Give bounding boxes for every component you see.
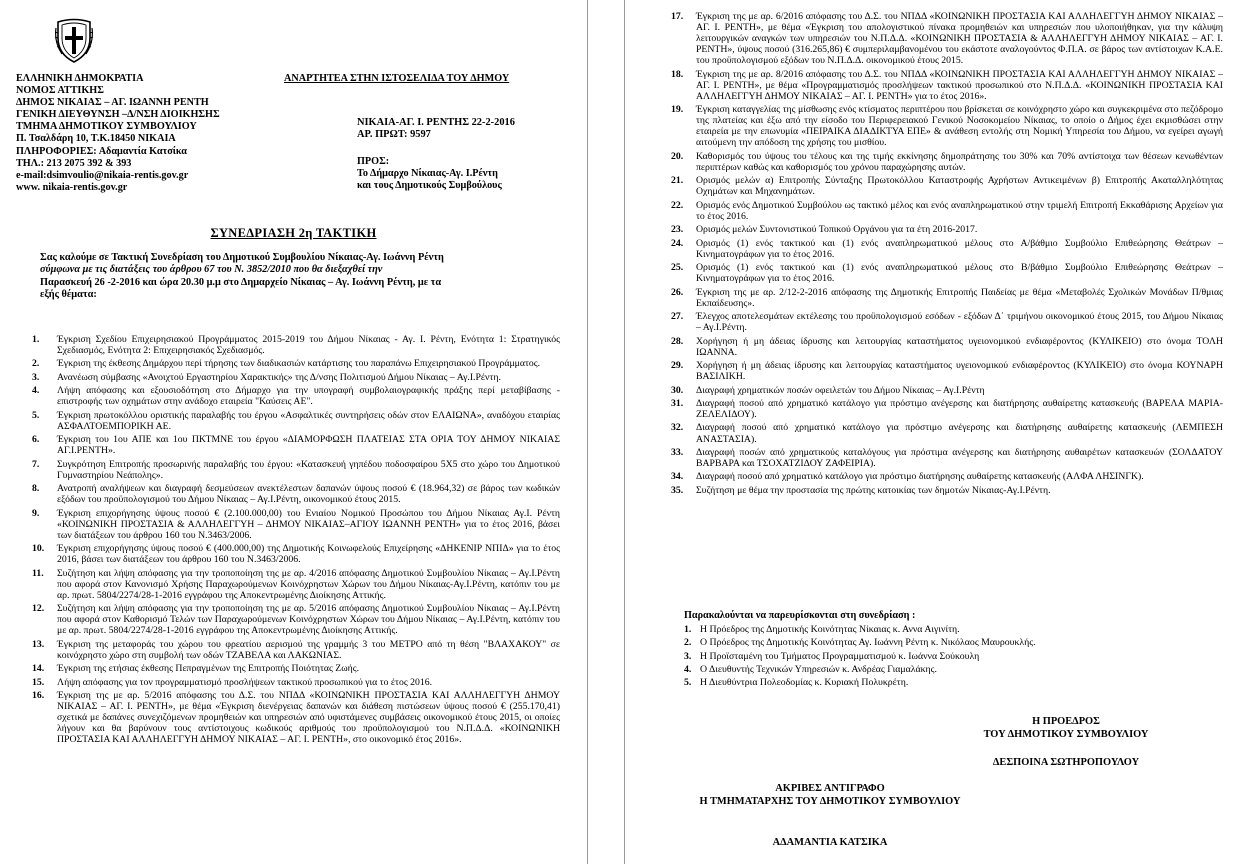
agenda-item-text: Ορισμός (1) ενός τακτικού και (1) ενός αναπληρωματικού μέλους στο Β/βάθμιο Συμβούλιο Επιθεώρησης Θεάτρων – Κινηματογράφων για το έτος 2016. <box>696 262 1223 285</box>
agenda-item <box>32 690 560 745</box>
agenda-item-number: 19. <box>671 104 684 116</box>
agenda-item-number: 33. <box>671 446 684 458</box>
sender-line: ΤΗΛ.: 213 2075 392 & 393 <box>16 157 132 169</box>
agenda-item-text: Διαγραφή χρηματικών ποσών οφειλετών του Δήμου Νίκαιας – Αγ.Ι.Ρέντη <box>696 384 985 396</box>
agenda-item-text: Διαγραφή ποσού από χρηματικό κατάλογο για πρόστιμο ανέγερσης και διατήρησης αυθαίρετης κατασκευής (ΒΑΡΕΛΑ ΜΑΡΙΑ-ΖΕΛΕΛΙΔΟΥ). <box>696 397 1223 421</box>
attendee-item <box>684 677 1084 689</box>
agenda-item-number: 5. <box>684 677 692 689</box>
agenda-item-number: 17. <box>671 11 684 22</box>
agenda-item <box>32 508 560 541</box>
agenda-item-number: 5. <box>32 409 40 421</box>
agenda-item <box>671 11 1223 66</box>
page-left <box>0 0 587 864</box>
agenda-item-text: Η Πρόεδρος της Δημοτικής Κοινότητας Νίκαιας κ. Αννα Αιγινίτη. <box>700 624 960 635</box>
signatory-role-line: ΤΟΥ ΔΗΜΟΤΙΚΟΥ ΣΥΜΒΟΥΛΙΟΥ <box>983 728 1149 740</box>
agenda-item-text: Λήψη απόφασης και εξουσιοδότηση στο Δήμαρχο για την υπογραφή συμβολαιογραφικής πράξης περί μεταβίβασης - επιστροφής των οχημάτων στην ανάδοχο εταιρεία "Καύσεις ΑΕ". <box>57 385 560 408</box>
agenda-item <box>671 238 1223 260</box>
agenda-item-number: 9. <box>32 507 40 519</box>
agenda-item-text: Έγκριση της μεταφοράς του χώρου του φρεατίου αερισμού της γραμμής 3 του ΜΕΤΡΟ από τη θέση "ΒΛΑΧΑΚΟΥ" σε κοινόχρηστο χώρο στη συμβολή των οδών ΤΖΑΒΕΛΑ και ΛΑΚΩΝΙΑΣ. <box>57 638 560 661</box>
agenda-item-text: Ορισμός ενός Δημοτικού Συμβούλου ως τακτικό μέλος και ενός αναπληρωματικού στην τριμελή Επιτροπή Εκκαθάρισης Αρχείων για το έτος 2016. <box>696 199 1223 222</box>
agenda-item <box>671 485 1223 496</box>
agenda-item <box>671 422 1223 444</box>
agenda-item <box>671 200 1223 222</box>
agenda-item <box>671 151 1223 173</box>
agenda-item-number: 4. <box>684 663 692 675</box>
agenda-item-number: 20. <box>671 150 684 162</box>
agenda-item-number: 2. <box>32 358 40 370</box>
true-copy-name: ΑΔΑΜΑΝΤΙΑ ΚΑΤΣΙΚΑ <box>772 837 888 848</box>
agenda-item-text: Έγκριση της με αρ. 6/2016 απόφασης του Δ.Σ. του ΝΠΔΔ «ΚΟΙΝΩΝΙΚΗ ΠΡΟΣΤΑΣΙΑ ΚΑΙ ΑΛΛΗΛΕΓΓΥΗ ΔΗΜΟΥ ΝΙΚΑΙΑΣ – ΑΓ. Ι. ΡΕΝΤΗ», με θέμα «Έγκριση του απολογιστικού πίνακα προμηθειών και υπηρεσιών που υλοποιήθηκαν, για την κάλυψη λειτουργικών αναγκών των υπηρεσιών του Ν.Π.Δ.Δ. «ΚΟΙΝΩΝΙΚΗ ΠΡΟΣΤΑΣΙΑ & ΑΛΛΗΛΕΓΓΥΗ ΔΗΜΟΥ ΝΙΚΑΙΑΣ – ΑΓ. Ι. ΡΕΝΤΗ», ύψους ποσού (316.265,86) € συμπεριλαμβανομένου του εκάστοτε αναλογούντος Φ.Π.Α. σε βάρος των αντίστοιχων Κ.Α.Ε. του προϋπολογισμού εξόδων του Ν.Π.Δ.Δ. οικονομικού έτους 2015. <box>696 11 1223 67</box>
sender-line: ΝΟΜΟΣ ΑΤΤΙΚΗΣ <box>16 85 104 97</box>
invitation-line: εξής θέματα: <box>40 289 97 301</box>
invitation-line: Σας καλούμε σε Τακτική Συνεδρίαση του Δημοτικού Συμβουλίου Νίκαιας-Αγ. Ιωάννη Ρέντη <box>40 252 444 263</box>
sender-line: Π. Τσαλδάρη 10, Τ.Κ.18450 ΝΙΚΑΙΑ <box>16 133 176 145</box>
agenda-list-part-1 <box>32 334 560 748</box>
agenda-item-text: Διαγραφή ποσών από χρηματικούς καταλόγους για πρόστιμα ανέγερσης και διατήρησης αυθαιρέτων κατασκευών (ΣΟΛΔΑΤΟΥ ΒΑΡΒΑΡΑ και ΤΣΟΧΑΤΖΙΔΟΥ ΖΑΦΕΙΡΙΑ). <box>696 446 1223 469</box>
agenda-item <box>32 603 560 636</box>
agenda-item-text: Έγκριση της ετήσιας έκθεσης Πεπραγμένων της Επιτροπής Ποιότητας Ζωής. <box>57 663 360 675</box>
agenda-item-text: Συζήτηση και λήψη απόφασης για την τροποποίηση της με αρ. 4/2016 απόφασης Δημοτικού Συμβουλίου Νίκαιας – Αγ.Ι.Ρέντη που αφορά στον Κανονισμό Χρήσης Παραχωρούμενων Κοινόχρηστων Χώρων του Δήμου Νίκαιας-Αγ.Ι.Ρέντη, κατόπιν του με αρ. πρωτ. 5804/2274/28-1-2016 εγγράφου της Αποκεντρωμένης Διοίκησης Αττικής. <box>57 567 560 601</box>
agenda-item-text: Έλεγχος αποτελεσμάτων εκτέλεσης του προϋπολογισμού εσόδων - εξόδων Δ΄ τριμήνου οικονομικού έτους 2015, του Δήμου Νίκαιας – Αγ.Ι.Ρέντη. <box>696 311 1223 334</box>
agenda-item <box>671 398 1223 420</box>
agenda-item <box>32 663 560 674</box>
agenda-item-text: Συγκρότηση Επιτροπής προσωρινής παραλαβής του έργου: «Κατασκευή γηπέδου ποδοσφαίρου 5Χ5 στο χώρο του Δημοτικού Γυμναστηρίου Νεάπολης». <box>57 458 560 481</box>
agenda-item-text: Έγκριση του 1ου ΑΠΕ και 1ου ΠΚΤΜΝΕ του έργου «ΔΙΑΜΟΡΦΩΣΗ ΠΛΑΤΕΙΑΣ ΣΤΑ ΟΡΙΑ ΤΟΥ ΔΗΜΟΥ ΝΙΚΑΙΑΣ ΑΓ.Ι.ΡΕΝΤΗ». <box>57 434 560 457</box>
agenda-item <box>671 447 1223 469</box>
agenda-item-text: Έγκριση της με αρ. 8/2016 απόφασης του Δ.Σ. του ΝΠΔΔ «ΚΟΙΝΩΝΙΚΗ ΠΡΟΣΤΑΣΙΑ ΚΑΙ ΑΛΛΗΛΕΓΓΥΗ ΔΗΜΟΥ ΝΙΚΑΙΑΣ – ΑΓ. Ι. ΡΕΝΤΗ», με θέμα «Προγραμματισμός προσλήψεων τακτικού προσωπικού στο Ν.Π.Δ.Δ. «ΚΟΙΝΩΝΙΚΗ ΠΡΟΣΤΑΣΙΑ ΚΑΙ ΑΛΛΗΛΕΓΓΥΗ ΔΗΜΟΥ ΝΙΚΑΙΑΣ – ΑΓ. Ι. ΡΕΝΤΗ» για το έτος 2016». <box>696 68 1223 102</box>
page-gutter <box>587 0 625 864</box>
agenda-item-text: Ανατροπή αναλήψεων και διαγραφή δεσμεύσεων ανεκτέλεστων δαπανών ύψους ποσού € (18.964,32) σε βάρος των κωδικών εξόδων του προϋπολογισμού του Δήμου Νίκαιας – Αγ.Ι.Ρέντη, οικονομικού έτους 2015. <box>57 483 560 506</box>
agenda-item <box>671 336 1223 358</box>
agenda-item-number: 14. <box>32 663 45 675</box>
agenda-item-text: Η Προϊσταμένη του Τμήματος Προγραμματισμού κ. Ιωάννα Σούκουλη <box>700 650 980 662</box>
agenda-item-text: Ορισμός μελών α) Επιτροπής Σύνταξης Πρωτοκόλλου Καταστροφής Αχρήστων Αντικειμένων β) Επιτροπής Ακαταλληλότητας Οχημάτων και Μηχανημάτων. <box>696 175 1223 198</box>
agenda-item-text: Έγκριση της έκθεσης Δημάρχου περί τήρησης των διαδικασιών κατάρτισης του παραπάνω Επιχειρησιακού Προγράμματος. <box>57 358 541 370</box>
agenda-item-number: 26. <box>671 286 684 298</box>
agenda-item <box>32 410 560 432</box>
agenda-item-text: Συζήτηση με θέμα την προστασία της πρώτης κατοικίας των δημοτών Νίκαιας-Αγ.Ι.Ρέντη. <box>696 484 1051 496</box>
attendee-item <box>684 664 1084 676</box>
agenda-item-number: 1. <box>684 624 692 635</box>
agenda-item-text: Έγκριση της με αρ. 2/12-2-2016 απόφασης της Δημοτικής Επιτροπής Παιδείας με θέμα «Μεταβολές Σχολικών Μονάδων Π/θμιας Εκπαίδευσης». <box>696 286 1223 309</box>
agenda-item-number: 16. <box>32 690 45 702</box>
agenda-item-number: 10. <box>32 543 45 555</box>
agenda-item-text: Έγκριση πρωτοκόλλου οριστικής παραλαβής του έργου «Ασφαλτικές συντηρήσεις οδών στον ΕΛΑΙΩΝΑ», αναδόχου εταιρίας ΑΣΦΑΛΤΟΕΜΠΟΡΙΚΗ ΑΕ. <box>57 409 560 432</box>
agenda-item <box>671 104 1223 148</box>
agenda-item <box>32 434 560 456</box>
agenda-item-number: 7. <box>32 458 40 470</box>
agenda-item-number: 23. <box>671 224 684 236</box>
agenda-item-text: Διαγραφή ποσού από χρηματικό κατάλογο για πρόστιμο διατήρησης αυθαίρετης κατασκευής (ΑΛΦΑ ΛΗΣΙΝΓΚ). <box>696 471 1144 483</box>
agenda-item <box>671 175 1223 197</box>
agenda-item-text: Έγκριση της με αρ. 5/2016 απόφασης του Δ.Σ. του ΝΠΔΔ «ΚΟΙΝΩΝΙΚΗ ΠΡΟΣΤΑΣΙΑ ΚΑΙ ΑΛΛΗΛΕΓΓΥΗ ΔΗΜΟΥ ΝΙΚΑΙΑΣ – ΑΓ. Ι. ΡΕΝΤΗ», με θέμα «Έγκριση διενέργειας δαπανών και διάθεση πιστώσεων ύψους ποσού € (255.170,41) σχετικά με δαπάνες συνεχιζόμενων προμηθειών και υπηρεσιών από υφιστάμενες συμβάσεις οικονομικού έτους 2015, οι οποίες λήγουν και θα βαρύνουν τους αντίστοιχους κωδικούς αριθμούς του προϋπολογισμού του Ν.Π.Δ.Δ. «ΚΟΙΝΩΝΙΚΗ ΠΡΟΣΤΑΣΙΑ ΚΑΙ ΑΛΛΗΛΕΓΓΥΗ ΔΗΜΟΥ ΝΙΚΑΙΑΣ – ΑΓ. Ι. ΡΕΝΤΗ», στο οικονομικό έτος 2016». <box>57 690 560 746</box>
agenda-item <box>32 334 560 356</box>
agenda-item-number: 29. <box>671 360 684 372</box>
agenda-item-number: 34. <box>671 471 684 483</box>
session-title: ΣΥΝΕΔΡΙΑΣΗ 2η ΤΑΚΤΙΚΗ <box>210 226 377 240</box>
attendee-item <box>684 651 1084 663</box>
sender-line: ΔΗΜΟΣ ΝΙΚΑΙΑΣ – ΑΓ. ΙΩΑΝΝΗ ΡΕΝΤΗ <box>16 97 209 109</box>
agenda-item-number: 31. <box>671 397 684 409</box>
agenda-item-text: Καθορισμός του ύψους του τέλους και της τιμής εκκίνησης δημοπράτησης του 30% και 70% αντίστοιχα των θέσεων κενωθέντων περιπτέρων καθώς και καθορισμός του χρόνου παραχώρησης αυτών. <box>696 150 1223 173</box>
agenda-item-number: 22. <box>671 199 684 211</box>
agenda-item <box>671 287 1223 309</box>
agenda-item <box>671 471 1223 482</box>
agenda-item <box>32 358 560 369</box>
agenda-item-number: 21. <box>671 175 684 187</box>
agenda-item <box>671 311 1223 333</box>
greek-coat-of-arms-icon <box>54 16 94 64</box>
agenda-item-number: 28. <box>671 335 684 347</box>
agenda-item-text: Λήψη απόφασης για τον προγραμματισμό προσλήψεων τακτικού προσωπικού για το έτος 2016. <box>57 676 433 688</box>
sender-email: e-mail:dsimvoulio@nikaia-rentis.gov.gr <box>16 169 189 181</box>
agenda-item-text: Διαγραφή ποσού από χρηματικό κατάλογο για πρόστιμο ανέγερσης και διατήρησης αυθαίρετης κατασκευής (ΛΕΜΠΕΣΗ ΑΝΑΣΤΑΣΙΑ). <box>696 422 1223 445</box>
agenda-list-part-2 <box>671 11 1223 498</box>
agenda-item-number: 24. <box>671 237 684 249</box>
attendee-item <box>684 637 1084 649</box>
agenda-item-number: 27. <box>671 311 684 323</box>
recipient-line: Το Δήμαρχο Νίκαιας-Αγ. Ι.Ρέντη <box>357 168 498 180</box>
agenda-item-number: 25. <box>671 262 684 274</box>
recipient-line: ΠΡΟΣ: <box>357 156 390 167</box>
agenda-item-text: Η Διευθύντρια Πολεοδομίας κ. Κυριακή Πολυκρέτη. <box>700 677 909 689</box>
recipients-block <box>357 156 502 192</box>
agenda-item-text: Ο Διευθυντής Τεχνικών Υπηρεσιών κ. Ανδρέας Γιαμαλάκης. <box>700 663 938 675</box>
agenda-item-text: Συζήτηση και λήψη απόφασης για την τροποποίηση της με αρ. 5/2016 απόφασης Δημοτικού Συμβουλίου Νίκαιας – Αγ.Ι.Ρέντη που αφορά στον Καθορισμό Τελών των Παραχωρούμενων Κοινόχρηστων Χώρων του Δήμου Νίκαιας – Αγ.Ι.Ρέντη, κατόπιν του με αρ. πρωτ. 5804/2274/28-1-2016 εγγράφου της Αποκεντρωμένης Διοίκησης Αττικής. <box>57 603 560 637</box>
agenda-item <box>671 69 1223 102</box>
invitation-line: Παρασκευή 26 -2-2016 και ώρα 20.30 μ.μ στο Δημαρχείο Νίκαιας – Αγ. Ιωάννη Ρέντη, με τα <box>40 276 442 288</box>
attendees-heading: Παρακαλούνται να παρευρίσκονται στη συνεδρίαση : <box>684 610 916 621</box>
agenda-item-number: 4. <box>32 385 40 397</box>
agenda-item-number: 35. <box>671 484 684 496</box>
agenda-item-text: Ο Πρόεδρος της Δημοτικής Κοινότητας Αγ. Ιωάννη Ρέντη κ. Νικόλαος Μαυρουκλής. <box>700 637 1036 649</box>
date-protocol-block <box>357 117 515 141</box>
true-copy-label: ΑΚΡΙΒΕΣ ΑΝΤΙΓΡΑΦΟ <box>775 783 885 794</box>
agenda-item-number: 8. <box>32 483 40 495</box>
agenda-item-number: 6. <box>32 434 40 446</box>
agenda-item-text: Έγκριση καταγγελίας της μίσθωσης ενός κτίσματος περιπτέρου που βρίσκεται σε κοινόχρηστο χώρο και συγκεκριμένα στο πεζόδρομο της πλατείας και έξω από την είσοδο του Περιφερειακού Γενικού Νοσοκομείου Νίκαιας, το οποίο ο Δήμος έχει εκμισθώσει στην εταιρεία με την επωνυμία «ΠΕΙΡΑΙΚΑ ΔΙΑΔΙΚΤΥΑ ΕΠΕ» & ανάθεση εντολής στη Νομική Υπηρεσία του Δήμου, να εγείρει αγωγή αιτούμενη την απόδοση της χρήσης του μισθίου. <box>696 104 1223 149</box>
agenda-item-text: Ορισμός (1) ενός τακτικού και (1) ενός αναπληρωματικού μέλους στο Α/βάθμιο Συμβούλιο Επιθεώρησης Θεάτρων – Κινηματογράφων για το έτος 2016. <box>696 237 1223 260</box>
agenda-item-text: Έγκριση επιχορήγησης ύψους ποσού € (2.100.000,00) του Ενιαίου Νομικού Προσώπου του Δήμου Νίκαιας Αγ.Ι. Ρέντη «ΚΟΙΝΩΝΙΚΗ ΠΡΟΣΤΑΣΙΑ & ΑΛΛΗΛΕΓΓΥΗ – ΔΗΜΟΥ ΝΙΚΑΙΑΣ–ΑΓΙΟΥ ΙΩΑΝΝΗ ΡΕΝΤΗ» για το έτος 2016, βάσει των διατάξεων του άρθρου 160 του Ν.3463/2006. <box>57 507 560 541</box>
posted-label: ΑΝΑΡΤΗΤΕΑ ΣΤΗΝ ΙΣΤΟΣΕΛΙΔΑ ΤΟΥ ΔΗΜΟΥ <box>284 73 510 84</box>
agenda-item-number: 3. <box>32 371 40 383</box>
agenda-item-number: 12. <box>32 603 45 615</box>
agenda-item-text: Έγκριση επιχορήγησης ύψους ποσού € (400.000,00) της Δημοτικής Κοινωφελούς Επιχείρησης «ΔΗΚΕΝΙΡ ΝΠΙΔ» για το έτος 2016, βάσει των διατάξεων του άρθρου 160 του Ν.3463/2006. <box>57 543 560 566</box>
protocol-number: ΑΡ. ΠΡΩΤ: 9597 <box>357 129 431 141</box>
agenda-item <box>32 639 560 661</box>
agenda-item <box>671 262 1223 284</box>
agenda-item-number: 32. <box>671 422 684 434</box>
agenda-item <box>32 372 560 383</box>
agenda-item-number: 13. <box>32 638 45 650</box>
agenda-item-text: Ανανέωση σύμβασης «Ανοιχτού Εργαστηρίου Χαρακτικής» της Δ/νσης Πολιτισμού Δήμου Νίκαιας – Αγ.Ι.Ρέντη. <box>57 371 501 383</box>
sender-line: ΓΕΝΙΚΗ ΔΙΕΥΘΥΝΣΗ –Δ/ΝΣΗ ΔΙΟΙΚΗΣΗΣ <box>16 109 220 121</box>
agenda-item-number: 2. <box>684 637 692 649</box>
true-copy-block <box>650 783 1010 808</box>
agenda-item-number: 1. <box>32 334 40 345</box>
agenda-item-number: 11. <box>32 567 44 579</box>
attendee-item <box>684 624 1084 636</box>
signatory-role-line: Η ΠΡΟΕΔΡΟΣ <box>1032 716 1100 727</box>
sender-line: ΠΛΗΡΟΦΟΡΙΕΣ: Αδαμαντία Κατσίκα <box>16 145 187 157</box>
agenda-item <box>32 459 560 481</box>
sender-line: ΕΛΛΗΝΙΚΗ ΔΗΜΟΚΡΑΤΙΑ <box>16 73 144 84</box>
agenda-item <box>32 677 560 688</box>
agenda-item-text: Ορισμός μελών Συντονιστικού Τοπικού Οργάνου για τα έτη 2016-2017. <box>696 224 978 236</box>
agenda-item-text: Έγκριση Σχεδίου Επιχειρησιακού Προγράμματος 2015-2019 του Δήμου Νίκαιας - Αγ. Ι. Ρέντη, Ενότητα 1: Στρατηγικός Σχεδιασμός, Ενότητα 2: Επιχειρησιακός Σχεδιασμός. <box>57 334 560 357</box>
invitation-line: σύμφωνα με τις διατάξεις του άρθρου 67 του Ν. 3852/2010 που θα διεξαχθεί την <box>40 264 383 276</box>
true-copy-role: Η ΤΜΗΜΑΤΑΡΧΗΣ ΤΟΥ ΔΗΜΟΤΙΚΟΥ ΣΥΜΒΟΥΛΙΟΥ <box>699 795 961 807</box>
sender-line: ΤΜΗΜΑ ΔΗΜΟΤΙΚΟΥ ΣΥΜΒΟΥΛΙΟΥ <box>16 121 197 133</box>
agenda-item <box>671 360 1223 382</box>
attendees-list <box>684 624 1084 690</box>
recipient-line: και τους Δημοτικούς Συμβούλους <box>357 180 502 192</box>
agenda-item <box>32 385 560 407</box>
signatory-role <box>960 716 1172 741</box>
place-date: ΝΙΚΑΙΑ-ΑΓ. Ι. ΡΕΝΤΗΣ 22-2-2016 <box>357 117 515 128</box>
invitation-text <box>40 252 570 302</box>
agenda-item <box>32 483 560 505</box>
sender-block <box>16 73 220 194</box>
agenda-item-number: 15. <box>32 676 45 688</box>
agenda-item-number: 3. <box>684 650 692 662</box>
agenda-item-text: Χορήγηση ή μη άδειας ίδρυσης και λειτουργίας καταστήματος υγειονομικού ενδιαφέροντος (ΚΥΛΙΚΕΙΟ) στο όνομα ΤΟΛΗ ΙΩΑΝΝΑ. <box>696 335 1223 358</box>
agenda-item <box>32 543 560 565</box>
agenda-item <box>671 385 1223 396</box>
agenda-item-number: 18. <box>671 68 684 80</box>
signatory-name: ΔΕΣΠΟΙΝΑ ΣΩΤΗΡΟΠΟΥΛΟΥ <box>992 757 1140 768</box>
agenda-item <box>32 568 560 601</box>
sender-website: www. nikaia-rentis.gov.gr <box>16 181 128 193</box>
agenda-item <box>671 224 1223 235</box>
agenda-item-number: 30. <box>671 384 684 396</box>
agenda-item-text: Χορήγηση ή μη άδειας ίδρυσης και λειτουργίας καταστήματος υγειονομικού ενδιαφέροντος (ΚΥΛΙΚΕΙΟ) στο όνομα ΚΟΥΝΑΡΗ ΒΑΣΙΛΙΚΗ. <box>696 360 1223 383</box>
